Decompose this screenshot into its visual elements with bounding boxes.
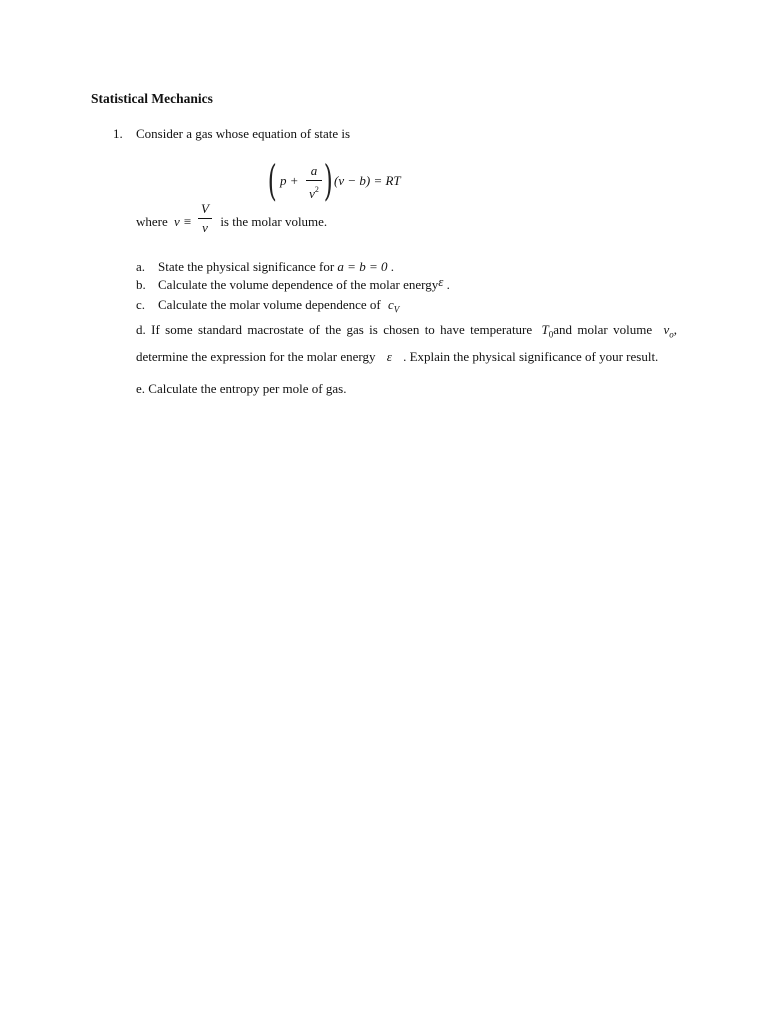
part-c-body bbox=[158, 297, 399, 315]
part-a-math: a = b = 0 bbox=[337, 259, 388, 274]
part-c-math bbox=[387, 297, 400, 315]
question-intro: Consider a gas whose equation of state is bbox=[136, 126, 351, 141]
left-paren: ( bbox=[267, 156, 277, 205]
molar-volume-numerator: V bbox=[201, 201, 209, 216]
where-suffix: is the molar volume. bbox=[220, 214, 328, 229]
right-paren: ) bbox=[323, 156, 333, 205]
part-d-text-1: d. If some standard macrostate of the gas is chosen to have temperature bbox=[136, 322, 533, 337]
part-a-text: State the physical significance for bbox=[158, 259, 335, 274]
part-c-letter: c. bbox=[136, 297, 146, 312]
document-title: Statistical Mechanics bbox=[91, 91, 213, 106]
part-a-tail: . bbox=[390, 259, 394, 274]
molar-volume-bar bbox=[198, 218, 212, 219]
part-d-T: T bbox=[541, 322, 549, 337]
part-d-epsilon: ε bbox=[386, 348, 392, 364]
where-line bbox=[136, 214, 327, 230]
molar-volume-fraction bbox=[198, 201, 212, 236]
equation-of-state bbox=[267, 156, 418, 206]
eq-den-exponent: 2 bbox=[314, 185, 319, 194]
part-d-volume bbox=[663, 322, 674, 340]
where-prefix: where bbox=[136, 214, 168, 229]
part-b-letter: b. bbox=[136, 277, 146, 292]
where-var: v ≡ bbox=[174, 214, 192, 229]
question-number: 1. bbox=[113, 126, 123, 141]
part-d-text-4: . Explain the physical significance of your result. bbox=[403, 348, 659, 364]
part-b-math: ε bbox=[438, 274, 444, 289]
part-c-c: c bbox=[387, 297, 394, 312]
part-d-text-3: , determine the expression for the molar energy bbox=[136, 322, 678, 364]
eq-fraction-denominator bbox=[306, 182, 322, 202]
part-d-v: v bbox=[663, 322, 670, 337]
part-b-body bbox=[158, 274, 450, 293]
part-e: e. Calculate the entropy per mole of gas. bbox=[136, 381, 347, 396]
molar-volume-denominator: ν bbox=[202, 220, 208, 235]
eq-fraction bbox=[306, 163, 322, 202]
eq-v-minus-b: (v − b) = RT bbox=[334, 173, 401, 188]
part-b-text: Calculate the volume dependence of the molar energy bbox=[158, 277, 439, 292]
eq-den-v: v bbox=[309, 186, 315, 201]
part-a-body bbox=[158, 259, 394, 275]
part-d bbox=[136, 319, 677, 367]
part-a-letter: a. bbox=[136, 259, 146, 274]
part-d-temperature bbox=[541, 322, 554, 340]
part-d-T-sub: 0 bbox=[548, 329, 554, 340]
part-d-v-sub: o bbox=[669, 329, 674, 340]
part-d-text-2: and molar volume bbox=[553, 322, 653, 337]
part-b-tail: . bbox=[446, 277, 450, 292]
part-c-sub: V bbox=[393, 304, 400, 315]
part-c-text: Calculate the molar volume dependence of bbox=[158, 297, 381, 312]
eq-fraction-numerator: a bbox=[310, 163, 318, 178]
eq-fraction-bar bbox=[306, 180, 322, 181]
eq-p-term: p + bbox=[280, 173, 299, 188]
